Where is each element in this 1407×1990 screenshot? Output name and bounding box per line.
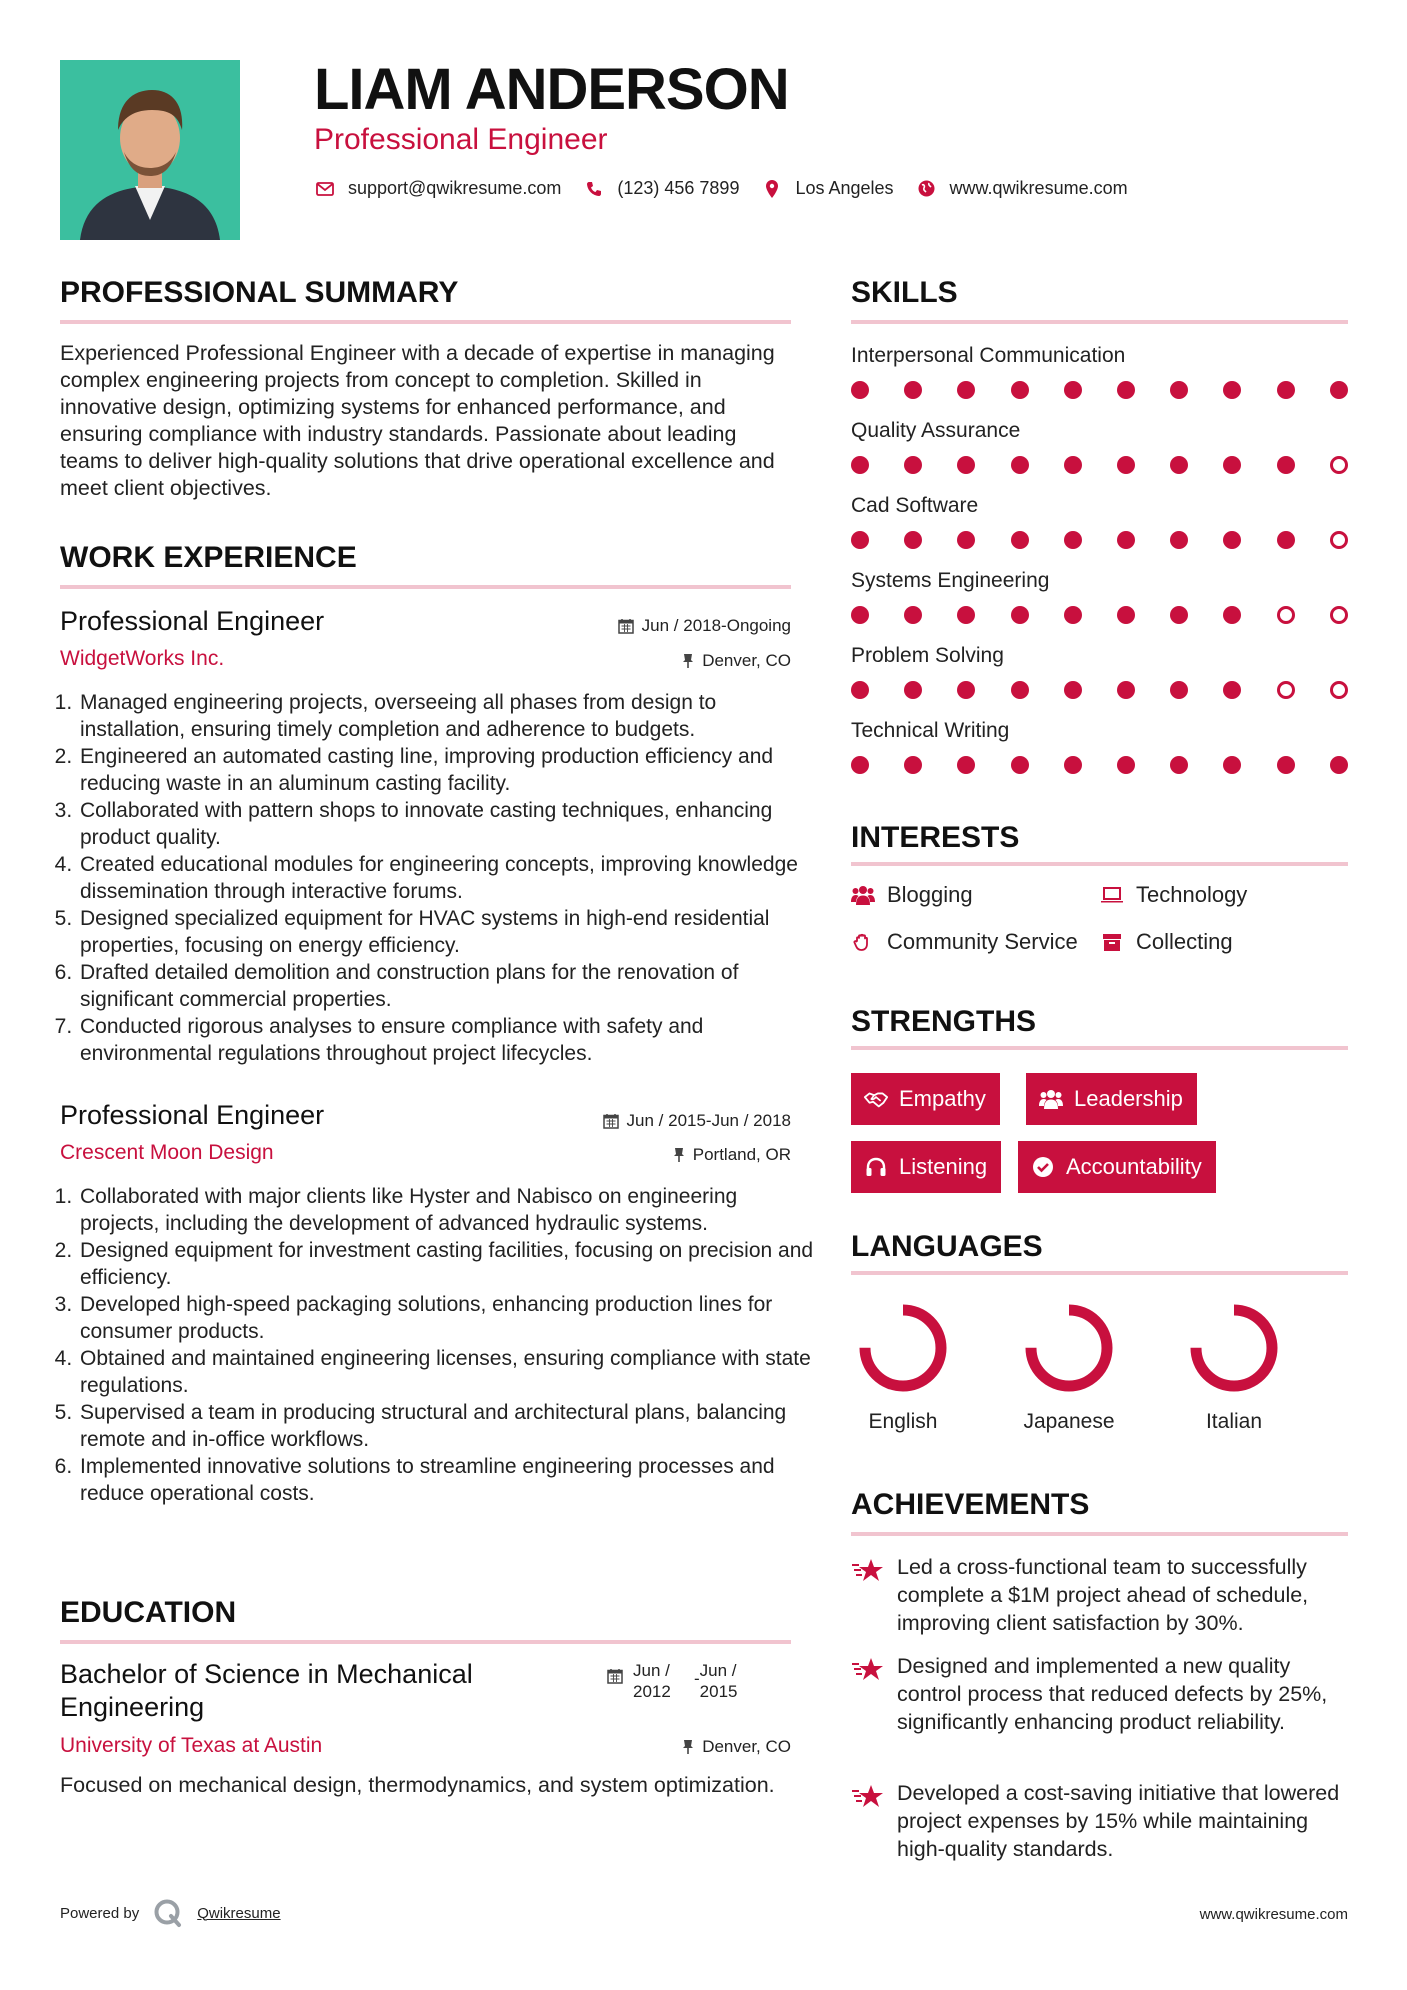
rating-dot-filled [851,681,869,699]
rating-dot-filled [1330,381,1348,399]
rating-dot-filled [1064,756,1082,774]
interests-divider [851,862,1348,866]
strengths-divider [851,1046,1348,1050]
check-circle-icon [1030,1156,1056,1178]
rating-dot-filled [1117,681,1135,699]
rating-dot-filled [1117,606,1135,624]
language-item [999,1300,1139,1434]
rating-dot-filled [1223,681,1241,699]
star-icon [851,1654,885,1684]
hand-icon [851,931,875,953]
rating-dot-filled [1170,456,1188,474]
rating-dot-filled [1277,531,1295,549]
rating-dot-filled [1117,531,1135,549]
job-location [673,1145,791,1165]
rating-dot-filled [1170,531,1188,549]
rating-dot-empty [1330,606,1348,624]
envelope-icon [314,179,336,199]
footer-website[interactable]: www.qwikresume.com [1199,1906,1348,1923]
rating-dot-filled [1117,456,1135,474]
skill-rating [851,681,1351,701]
interest-label: Community Service [887,929,1078,954]
rating-dot-filled [1011,606,1029,624]
rating-dot-filled [1011,531,1029,549]
rating-dot-filled [1223,456,1241,474]
list-item: 2. Designed equipment for investment casting facilities, focusing on precision and efficiency. [78,1237,822,1291]
contact-bar [314,178,1150,199]
experience-heading: WORK EXPERIENCE [60,541,357,574]
skill-rating [851,606,1351,626]
rating-dot-filled [1277,456,1295,474]
skill-rating [851,456,1351,476]
interest-label: Collecting [1136,929,1233,954]
rating-dot-filled [957,606,975,624]
language-label: Japanese [1023,1410,1115,1433]
rating-dot-filled [904,606,922,624]
rating-dot-filled [1170,381,1188,399]
skill-rating [851,531,1351,551]
job-duties-list [56,1183,822,1507]
education-dates [607,1660,755,1702]
rating-dot-filled [851,381,869,399]
rating-dot-filled [851,756,869,774]
job-dates [603,1111,791,1131]
star-icon [851,1781,885,1811]
list-item: 1. Collaborated with major clients like Hyster and Nabisco on engineering projects, including the development of advanced hydraulic systems. [78,1183,822,1237]
skills-divider [851,320,1348,324]
globe-icon [916,179,938,199]
rating-dot-filled [904,531,922,549]
achievement-text: Developed a cost-saving initiative that lowered project expenses by 15% while maintaining high-quality standards. [897,1781,1340,1861]
candidate-name: LIAM ANDERSON [314,57,789,122]
education-location-text: Denver, CO [702,1737,791,1756]
education-date-separator: - [694,1669,700,1688]
rating-dot-filled [1170,681,1188,699]
rating-dot-filled [1223,381,1241,399]
rating-dot-filled [957,681,975,699]
achievement-item [851,1652,1351,1736]
rating-dot-filled [1170,756,1188,774]
rating-dot-empty [1277,606,1295,624]
calendar-icon [603,1113,619,1129]
users-icon [1038,1088,1064,1110]
list-item: 6. Implemented innovative solutions to streamline engineering processes and reduce operational costs. [78,1453,822,1507]
contact-location-text: Los Angeles [795,178,894,198]
rating-dot-filled [1330,756,1348,774]
job-location-text: Denver, CO [702,651,791,670]
rating-dot-filled [1011,756,1029,774]
interest-item [1100,929,1233,955]
rating-dot-filled [851,606,869,624]
rating-dot-filled [1170,606,1188,624]
pushpin-icon [673,1147,685,1163]
summary-text: Experienced Professional Engineer with a decade of expertise in managing complex engineering projects from concept to completion. Skilled in innovative design, optimizing systems for enhanced performance, and ensuring compliance with industry standards. Passionate about leading teams to deliver high-quality solutions that drive operational excellence and meet client objectives. [60,341,775,500]
rating-dot-filled [904,456,922,474]
strength-label: Listening [899,1154,988,1179]
education-location [682,1737,791,1757]
phone-icon [583,179,605,199]
job-location-text: Portland, OR [692,1145,791,1164]
list-item: 3. Developed high-speed packaging solutions, enhancing production lines for consumer products. [78,1291,822,1345]
qwikresume-logo-icon [153,1898,183,1928]
rating-dot-filled [1011,456,1029,474]
education-description: Focused on mechanical design, thermodynamics, and system optimization. [60,1773,775,1797]
interest-item [851,882,973,908]
rating-dot-filled [851,531,869,549]
rating-dot-filled [1064,381,1082,399]
list-item: 6. Drafted detailed demolition and construction plans for the renovation of significant commercial properties. [78,959,822,1013]
job-company: Crescent Moon Design [60,1141,274,1164]
rating-dot-filled [957,531,975,549]
rating-dot-filled [957,456,975,474]
education-degree: Bachelor of Science in Mechanical Engineering [60,1659,473,1722]
languages-heading: LANGUAGES [851,1230,1043,1263]
skill-rating [851,381,1351,401]
rating-dot-empty [1330,531,1348,549]
language-label: English [868,1410,938,1433]
map-pin-icon [761,179,783,199]
contact-email-text: support@qwikresume.com [348,178,562,198]
interest-label: Technology [1136,882,1248,907]
list-item: 3. Collaborated with pattern shops to innovate casting techniques, enhancing product quality. [78,797,822,851]
list-item: 4. Created educational modules for engineering concepts, improving knowledge dissemination through interactive forums. [78,851,822,905]
achievement-text: Led a cross-functional team to successfully complete a $1M project ahead of schedule, improving client satisfaction by 30%. [897,1555,1309,1635]
skill-label: Quality Assurance [851,419,1021,442]
rating-dot-filled [1223,756,1241,774]
achievement-item [851,1779,1351,1863]
list-item: 5. Supervised a team in producing structural and architectural plans, balancing remote and in-office workflows. [78,1399,822,1453]
interest-item [851,929,1078,955]
candidate-role: Professional Engineer [314,123,608,156]
education-end-date: Jun / 2015 [699,1661,738,1701]
powered-by-label: Powered by [60,1904,140,1922]
achievements-heading: ACHIEVEMENTS [851,1488,1090,1521]
rating-dot-filled [1064,606,1082,624]
rating-dot-filled [1223,531,1241,549]
skill-label: Problem Solving [851,644,1004,667]
summary-heading: PROFESSIONAL SUMMARY [60,276,459,309]
contact-phone-text: (123) 456 7899 [617,178,740,198]
language-level-arc [1031,1310,1107,1386]
rating-dot-filled [1277,381,1295,399]
headphones-icon [863,1156,889,1178]
footer-branding [60,1898,281,1928]
contact-website[interactable] [916,178,1128,199]
contact-phone[interactable] [583,178,739,199]
rating-dot-filled [1117,381,1135,399]
rating-dot-filled [1064,531,1082,549]
calendar-icon [618,618,634,634]
star-icon [851,1555,885,1585]
achievements-divider [851,1532,1348,1536]
contact-email[interactable] [314,178,561,199]
experience-divider [60,585,791,589]
job-location [682,651,791,671]
rating-dot-filled [1064,681,1082,699]
summary-divider [60,320,791,324]
skill-label: Technical Writing [851,719,1010,742]
language-level-ring [1021,1300,1117,1396]
interest-item [1100,882,1247,908]
skill-label: Interpersonal Communication [851,344,1126,367]
interest-label: Blogging [887,882,973,907]
language-item [833,1300,973,1434]
rating-dot-empty [1330,681,1348,699]
skills-heading: SKILLS [851,276,958,309]
strength-tag [1026,1073,1197,1125]
pushpin-icon [682,653,694,669]
language-level-ring [855,1300,951,1396]
list-item: 5. Designed specialized equipment for HVAC systems in high-end residential properties, focusing on energy efficiency. [78,905,822,959]
rating-dot-filled [1117,756,1135,774]
list-item: 2. Engineered an automated casting line, improving production efficiency and reducing waste in an aluminum casting facility. [78,743,822,797]
strength-tag [851,1073,1000,1125]
brand-link[interactable]: Qwikresume [197,1904,281,1922]
profile-photo [60,60,240,240]
job-duties-list [56,689,822,1067]
rating-dot-filled [1064,456,1082,474]
job-dates [618,616,791,636]
rating-dot-filled [904,381,922,399]
job-dates-text: Jun / 2018-Ongoing [641,616,791,635]
education-heading: EDUCATION [60,1596,237,1629]
rating-dot-filled [957,756,975,774]
rating-dot-filled [851,456,869,474]
education-start-date: Jun / 2012 [633,1661,671,1701]
job-title: Professional Engineer [60,1100,325,1130]
pushpin-icon [682,1739,694,1755]
list-item: 4. Obtained and maintained engineering licenses, ensuring compliance with state regulations. [78,1345,822,1399]
language-level-ring [1186,1300,1282,1396]
language-level-arc [1196,1310,1272,1386]
rating-dot-filled [1277,756,1295,774]
users-icon [851,884,875,906]
strength-tag [851,1141,1001,1193]
achievement-text: Designed and implemented a new quality control process that reduced defects by 25%, significantly enhancing product reliability. [897,1654,1328,1734]
strengths-heading: STRENGTHS [851,1005,1037,1038]
calendar-icon [607,1668,623,1689]
education-divider [60,1640,791,1644]
contact-location [761,178,893,199]
rating-dot-filled [1223,606,1241,624]
list-item: 7. Conducted rigorous analyses to ensure compliance with safety and environmental regulations throughout project lifecycles. [78,1013,822,1067]
handshake-icon [863,1088,889,1110]
archive-icon [1100,931,1124,953]
rating-dot-filled [1011,681,1029,699]
languages-divider [851,1271,1348,1275]
rating-dot-empty [1330,456,1348,474]
skill-label: Cad Software [851,494,979,517]
strength-tag [1018,1141,1216,1193]
laptop-icon [1100,884,1124,906]
rating-dot-filled [904,756,922,774]
rating-dot-filled [957,381,975,399]
achievement-item [851,1553,1351,1637]
job-dates-text: Jun / 2015-Jun / 2018 [626,1111,791,1130]
strength-label: Empathy [899,1086,986,1111]
interests-heading: INTERESTS [851,821,1020,854]
skill-rating [851,756,1351,776]
education-school: University of Texas at Austin [60,1734,323,1757]
skill-label: Systems Engineering [851,569,1050,592]
rating-dot-filled [1011,381,1029,399]
strength-label: Accountability [1066,1154,1202,1179]
job-title: Professional Engineer [60,606,325,636]
list-item: 1. Managed engineering projects, overseeing all phases from design to installation, ensuring timely completion and adherence to budgets. [78,689,822,743]
strength-label: Leadership [1074,1086,1183,1111]
language-item [1164,1300,1304,1434]
job-company: WidgetWorks Inc. [60,647,225,670]
language-label: Italian [1205,1410,1263,1433]
rating-dot-filled [904,681,922,699]
language-level-arc [865,1310,941,1386]
rating-dot-empty [1277,681,1295,699]
contact-website-text: www.qwikresume.com [949,178,1128,198]
